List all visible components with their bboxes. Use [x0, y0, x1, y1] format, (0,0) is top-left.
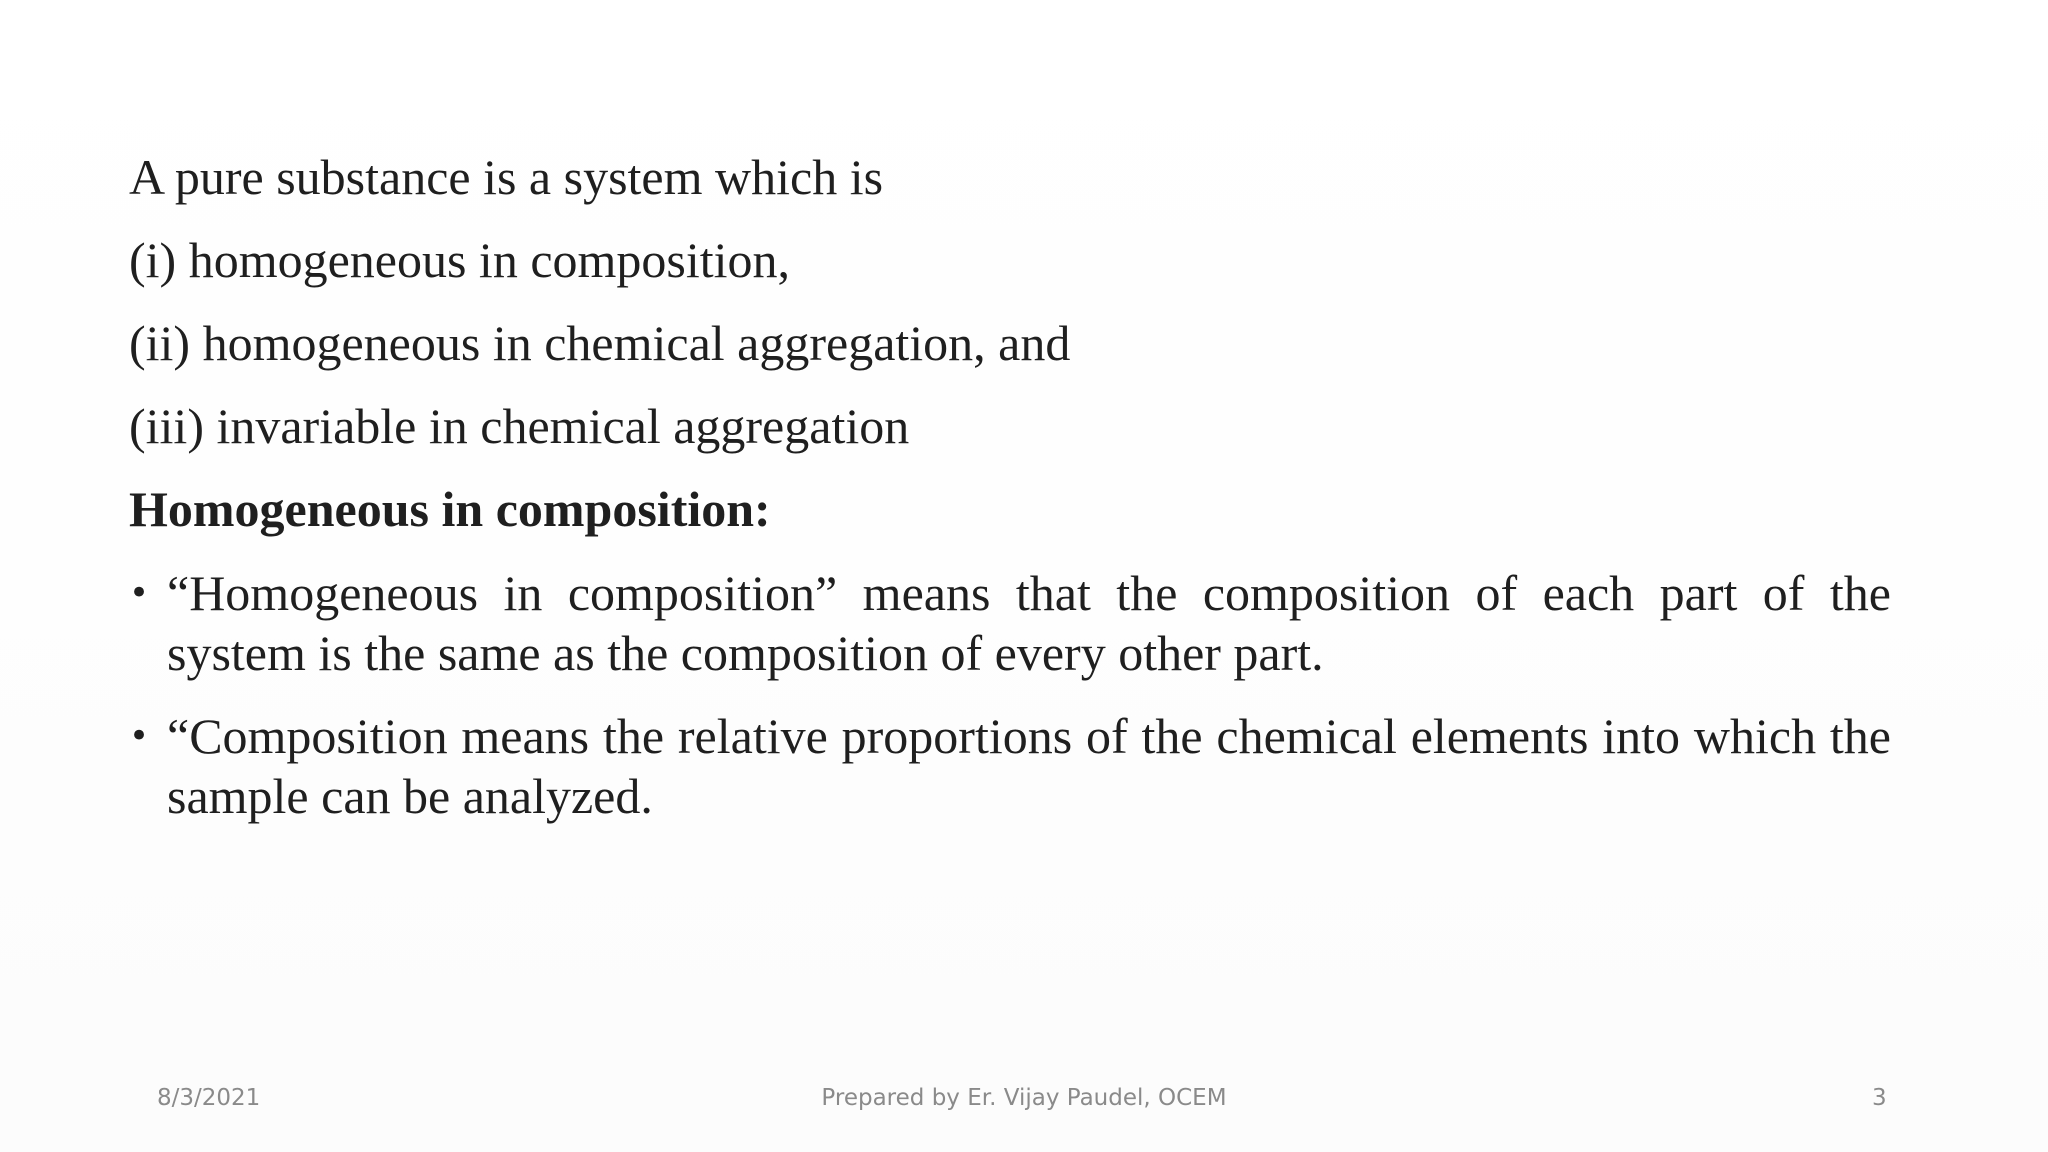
section-heading: Homogeneous in composition: — [129, 481, 771, 537]
bullet-text: “Composition means the relative proportions of the chemical elements into which the sample can be analyzed. — [167, 708, 1891, 824]
bullet-icon: • — [129, 716, 150, 756]
definition-item-1: (i) homogeneous in composition, — [129, 232, 791, 288]
footer-date: 8/3/2021 — [157, 1085, 261, 1111]
slide-body — [129, 148, 1891, 849]
bullet-item — [129, 706, 1891, 826]
bullet-text: “Homogeneous in composition” means that the composition of each part of the system is the same as the composition of every other part. — [167, 565, 1891, 681]
definition-item-2: (ii) homogeneous in chemical aggregation, and — [129, 315, 1071, 371]
definition-intro: A pure substance is a system which is — [129, 149, 884, 205]
page-number: 3 — [1872, 1085, 1887, 1111]
bullet-item — [129, 563, 1891, 683]
bullet-icon: • — [129, 573, 150, 613]
footer-author: Prepared by Er. Vijay Paudel, OCEM — [821, 1085, 1227, 1111]
definition-item-3: (iii) invariable in chemical aggregation — [129, 398, 910, 454]
